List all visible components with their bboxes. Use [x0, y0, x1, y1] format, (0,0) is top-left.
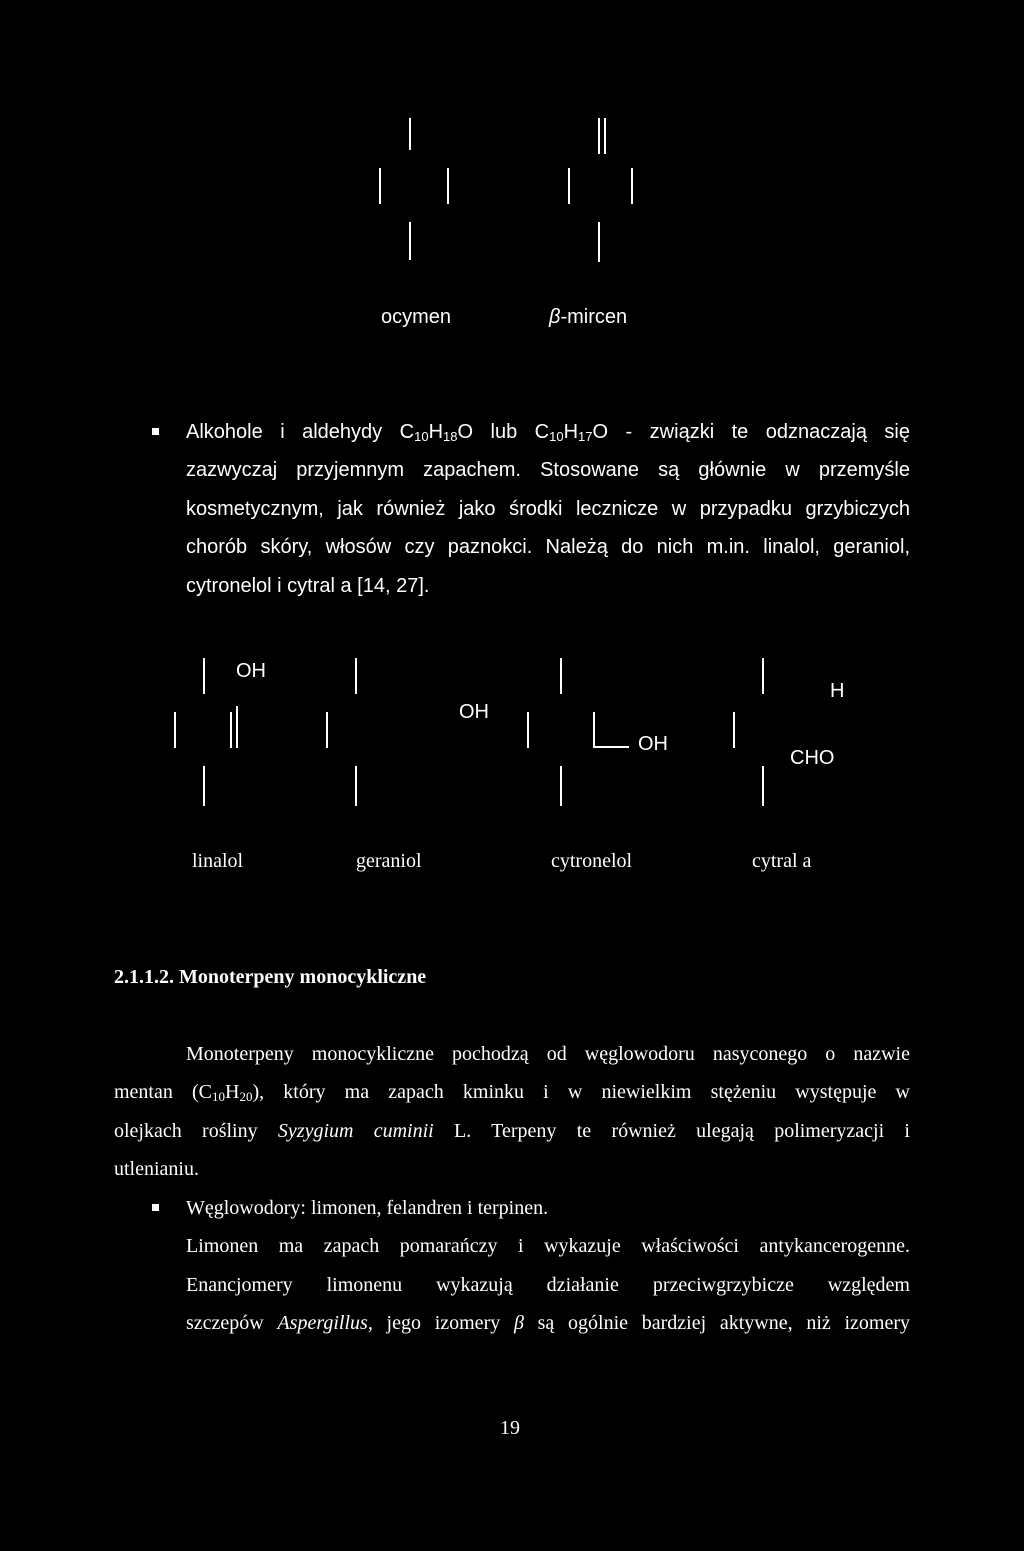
bond-line	[604, 118, 606, 154]
bullet-icon	[152, 428, 159, 435]
label-cytronelol: cytronelol	[551, 850, 633, 872]
group-oh: OH	[459, 701, 489, 723]
alcohols-line-1: Alkohole i aldehydy $C_{10}H_{18}O$ lub $C_{10}H_{17}O$ - związki te odznaczają się	[186, 421, 910, 444]
bond-line	[379, 168, 381, 204]
label-beta-mircen: β-mircen	[549, 306, 628, 328]
bond-line	[236, 706, 238, 748]
para2-line-2: Enancjomery limonenu wykazują działanie przeciwgrzybicze względem	[186, 1274, 910, 1296]
bond-line	[203, 766, 205, 806]
para2-line-3: szczepów Aspergillus, jego izomery β są ogólnie bardziej aktywne, niż izomery	[186, 1312, 910, 1334]
label-ocymen: ocymen	[381, 306, 452, 328]
group-h: H	[830, 680, 845, 702]
bond-line	[598, 222, 600, 262]
bond-line	[762, 658, 764, 694]
bond-line	[733, 712, 735, 748]
hydrocarbons-line: Węglowodory: limonen, felandren i terpinen.	[186, 1197, 549, 1219]
group-cho: CHO	[790, 747, 835, 769]
bond-line	[598, 118, 600, 154]
bond-line	[631, 168, 633, 204]
group-oh: OH	[638, 733, 668, 755]
bond-line	[560, 658, 562, 694]
alcohols-line-3: kosmetycznym, jak również jako środki lecznicze w przypadku grzybiczych	[186, 498, 910, 520]
species-name: Syzygium cuminii	[277, 1120, 434, 1142]
bond-line	[326, 712, 328, 748]
bond-line	[447, 168, 449, 204]
label-geraniol: geraniol	[356, 850, 422, 872]
page-number: 19	[500, 1417, 520, 1439]
bond-line	[762, 766, 764, 806]
section-heading: 2.1.1.2. Monoterpeny monocykliczne	[114, 966, 427, 988]
label-cytral-a: cytral a	[752, 850, 812, 872]
para2-line-1: Limonen ma zapach pomarańczy i wykazuje właściwości antykancerogenne.	[186, 1235, 910, 1257]
bond-line	[593, 746, 629, 748]
bond-line	[409, 222, 411, 260]
alcohols-line-4: chorób skóry, włosów czy paznokci. Należą do nich m.in. linalol, geraniol,	[186, 536, 910, 558]
bond-line	[593, 712, 595, 748]
alcohols-line-2: zazwyczaj przyjemnym zapachem. Stosowane są głównie w przemyśle	[186, 459, 910, 481]
bond-line	[355, 766, 357, 806]
para1-line-2: mentan $(C_{10}H_{20})$, który ma zapach kminku i w niewielkim stężeniu występuje w	[114, 1081, 910, 1104]
label-linalol: linalol	[192, 850, 244, 872]
para1-line-3: olejkach rośliny Syzygium cuminii L. Terpeny te również ulegają polimeryzacji i	[114, 1120, 910, 1142]
bond-line	[230, 712, 232, 748]
para1-line-4: utlenianiu.	[114, 1158, 199, 1180]
bond-line	[560, 766, 562, 806]
bond-line	[527, 712, 529, 748]
genus-name: Aspergillus,	[277, 1312, 373, 1334]
alcohols-line-5: cytronelol i cytral a [14, 27].	[186, 575, 430, 597]
para1-line-1: Monoterpeny monocykliczne pochodzą od węglowodoru nasyconego o nazwie	[186, 1043, 910, 1065]
bond-line	[174, 712, 176, 748]
bond-line	[355, 658, 357, 694]
bond-line	[568, 168, 570, 204]
bond-line	[203, 658, 205, 694]
bullet-icon	[152, 1204, 159, 1211]
group-oh: OH	[236, 660, 266, 682]
bond-line	[409, 118, 411, 150]
